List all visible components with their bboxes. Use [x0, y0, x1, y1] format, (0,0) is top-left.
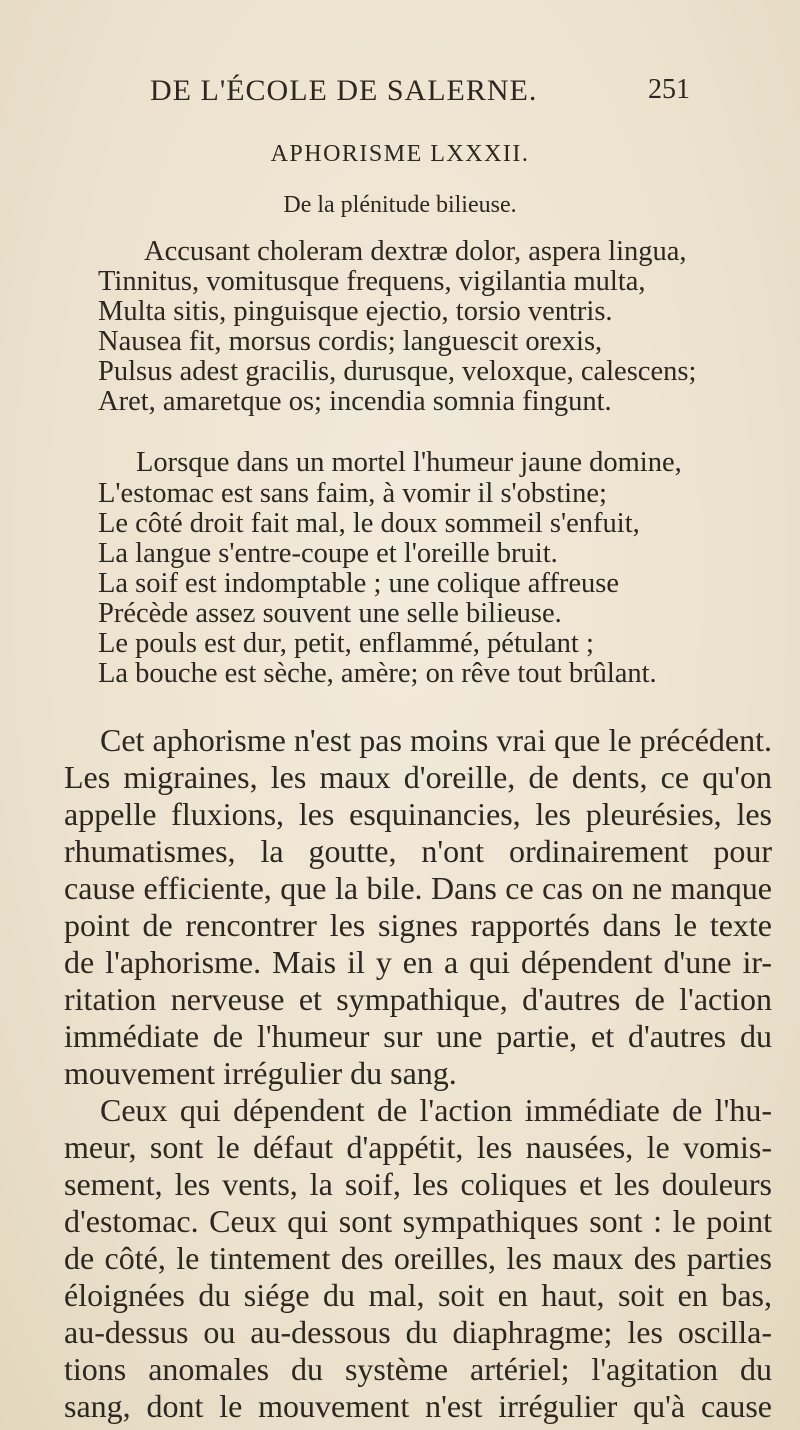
commentary-line: immédiate de l'humeur sur une partie, et d'autres du	[64, 1018, 772, 1054]
french-verse-line: La langue s'entre-coupe et l'oreille bruit.	[98, 538, 558, 569]
french-verse-line: Précède assez souvent une selle bilieuse.	[98, 598, 562, 629]
commentary-line: tions anomales du système artériel; l'agitation du	[64, 1351, 772, 1387]
commentary-line: cause efficiente, que la bile. Dans ce cas on ne manque	[64, 870, 772, 906]
french-verse-line: L'estomac est sans faim, à vomir il s'obstine;	[98, 478, 607, 509]
french-verse-line: Le pouls est dur, petit, enflammé, pétulant ;	[98, 628, 594, 659]
commentary-line: sement, les vents, la soif, les coliques et les douleurs	[64, 1166, 772, 1202]
french-verse-line: Lorsque dans un mortel l'humeur jaune domine,	[136, 447, 682, 478]
french-verse-line: La soif est indomptable ; une colique affreuse	[98, 568, 620, 599]
latin-verse-line: Accusant choleram dextræ dolor, aspera lingua,	[144, 236, 687, 267]
commentary-line: Cet aphorisme n'est pas moins vrai que le précédent.	[100, 722, 772, 758]
french-verse-line: Le côté droit fait mal, le doux sommeil s'enfuit,	[98, 508, 640, 539]
commentary-line: d'estomac. Ceux qui sont sympathiques sont : le point	[64, 1203, 772, 1239]
latin-verse-line: Pulsus adest gracilis, durusque, veloxque, calescens;	[98, 356, 697, 387]
aphorism-subtitle: De la plénitude bilieuse.	[283, 192, 517, 218]
commentary-line: au-dessus ou au-dessous du diaphragme; les oscilla-	[64, 1314, 772, 1350]
commentary-line: éloignées du siége du mal, soit en haut, soit en bas,	[64, 1277, 772, 1313]
page-number: 251	[648, 74, 690, 105]
commentary-line: rhumatismes, la goutte, n'ont ordinairement pour	[64, 833, 772, 869]
latin-verse-line: Tinnitus, vomitusque frequens, vigilantia multa,	[98, 266, 646, 297]
commentary-line: mouvement irrégulier du sang.	[64, 1055, 457, 1091]
commentary-line: Ceux qui dépendent de l'action immédiate de l'hu-	[100, 1092, 772, 1128]
commentary-line: sang, dont le mouvement n'est irrégulier qu'à cause	[64, 1388, 772, 1424]
running-title: DE L'ÉCOLE DE SALERNE.	[150, 74, 538, 107]
commentary-line: de l'aphorisme. Mais il y en a qui dépendent d'une ir-	[64, 944, 772, 980]
commentary-line: point de rencontrer les signes rapportés dans le texte	[64, 907, 772, 943]
aphorism-title: APHORISME LXXXII.	[270, 141, 530, 167]
commentary-line: meur, sont le défaut d'appétit, les nausées, le vomis-	[64, 1129, 772, 1165]
latin-verse-line: Nausea fit, morsus cordis; languescit orexis,	[98, 326, 603, 357]
commentary-line: appelle fluxions, les esquinancies, les pleurésies, les	[64, 796, 772, 832]
latin-verse-line: Multa sitis, pinguisque ejectio, torsio ventris.	[98, 296, 613, 327]
commentary-line: ritation nerveuse et sympathique, d'autres de l'action	[64, 981, 772, 1017]
latin-verse-line: Aret, amaretque os; incendia somnia fingunt.	[98, 386, 612, 417]
french-verse-line: La bouche est sèche, amère; on rêve tout brûlant.	[98, 658, 657, 689]
commentary-line: Les migraines, les maux d'oreille, de dents, ce qu'on	[64, 759, 772, 795]
commentary-line: de côté, le tintement des oreilles, les maux des parties	[64, 1240, 772, 1276]
